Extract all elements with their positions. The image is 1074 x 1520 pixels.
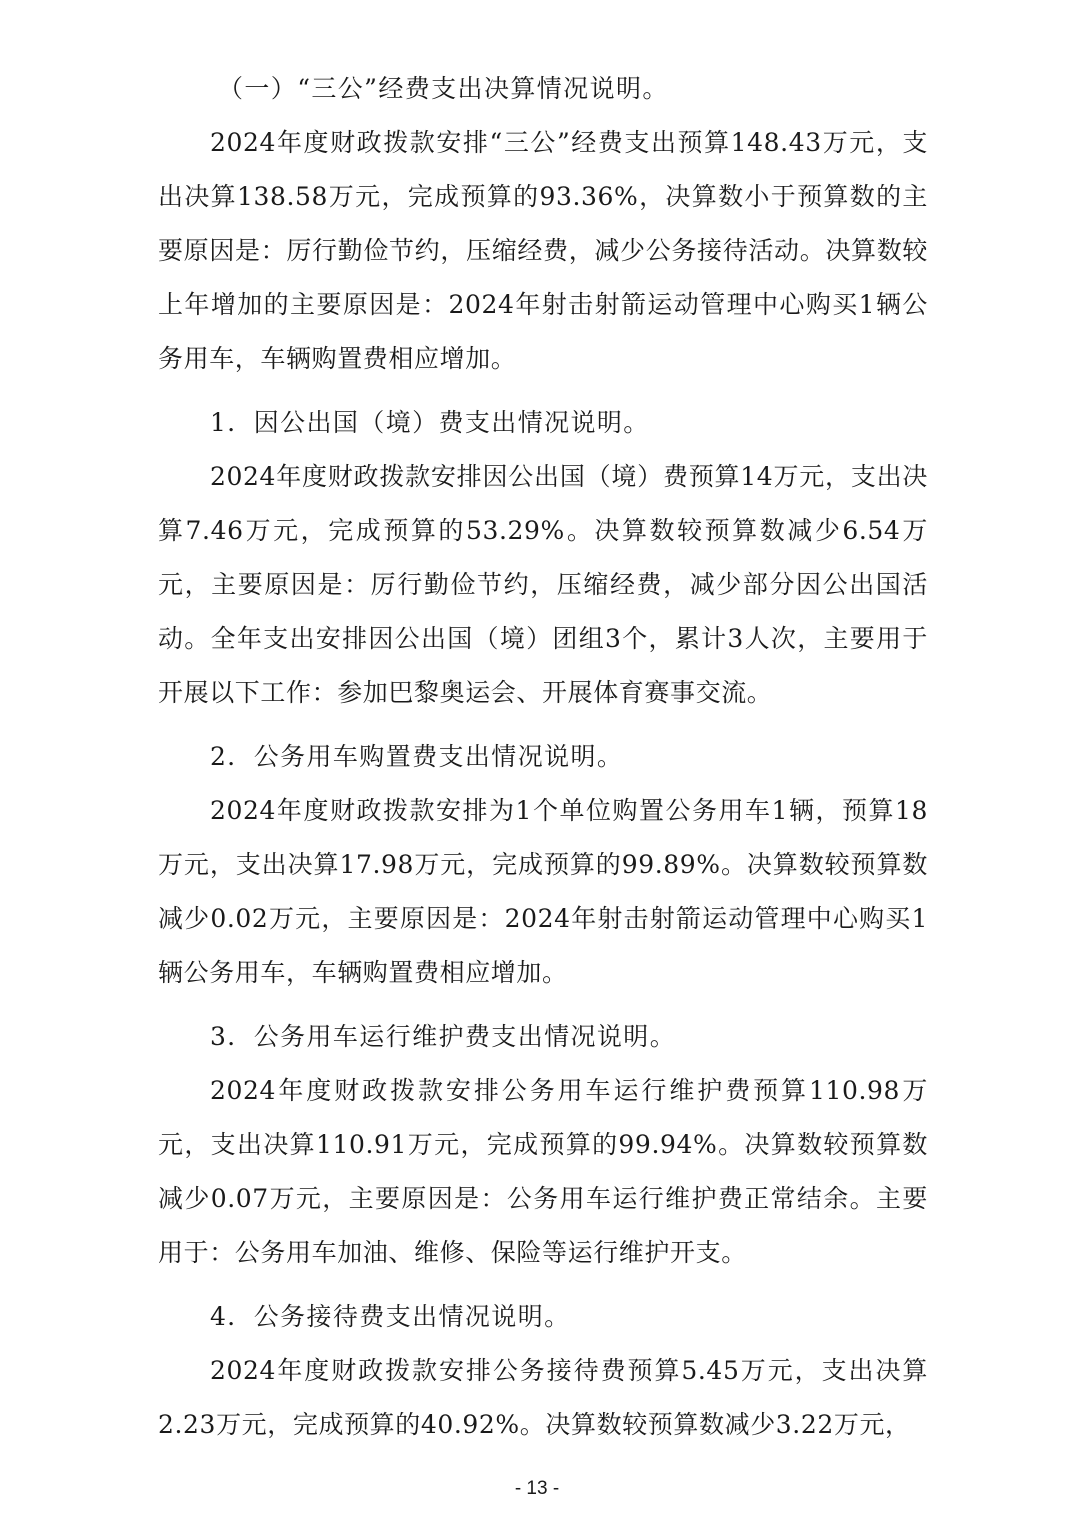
page-number: - 13 - — [514, 1478, 560, 1499]
item-paragraph-vehicle-maintenance: 2024年度财政拨款安排公务用车运行维护费预算110.98万元，支出决算110.91万元，完成预算的99.94%。决算数较预算数减少0.07万元，主要原因是：公务用车运行维护费正常结余。主要用于：公务用车加油、维修、保险等运行维护开支。 — [158, 1076, 928, 1267]
document-body — [158, 62, 928, 1452]
section-heading: （一）“三公”经费支出决算情况说明。 — [218, 74, 669, 103]
item-paragraph-reception: 2024年度财政拨款安排公务接待费预算5.45万元，支出决算2.23万元，完成预算的40.92%。决算数较预算数减少3.22万元， — [158, 1356, 928, 1439]
item-heading-reception: 4．公务接待费支出情况说明。 — [210, 1302, 571, 1331]
item-paragraph-overseas-travel: 2024年度财政拨款安排因公出国（境）费预算14万元，支出决算7.46万元，完成预算的53.29%。决算数较预算数减少6.54万元，主要原因是：厉行勤俭节约，压缩经费，减少部分因公出国活动。全年支出安排因公出国（境）团组3个，累计3人次，主要用于开展以下工作：参加巴黎奥运会、开展体育赛事交流。 — [158, 462, 928, 707]
intro-paragraph: 2024年度财政拨款安排“三公”经费支出预算148.43万元，支出决算138.58万元，完成预算的93.36%，决算数小于预算数的主要原因是：厉行勤俭节约，压缩经费，减少公务接待活动。决算数较上年增加的主要原因是：2024年射击射箭运动管理中心购买1辆公务用车，车辆购置费相应增加。 — [158, 128, 928, 373]
item-heading-overseas-travel: 1．因公出国（境）费支出情况说明。 — [210, 408, 650, 437]
item-heading-vehicle-maintenance: 3．公务用车运行维护费支出情况说明。 — [210, 1022, 677, 1051]
item-paragraph-vehicle-purchase: 2024年度财政拨款安排为1个单位购置公务用车1辆，预算18万元，支出决算17.98万元，完成预算的99.89%。决算数较预算数减少0.02万元，主要原因是：2024年射击射箭运动管理中心购买1辆公务用车，车辆购置费相应增加。 — [158, 796, 928, 987]
item-heading-vehicle-purchase: 2．公务用车购置费支出情况说明。 — [210, 742, 624, 771]
